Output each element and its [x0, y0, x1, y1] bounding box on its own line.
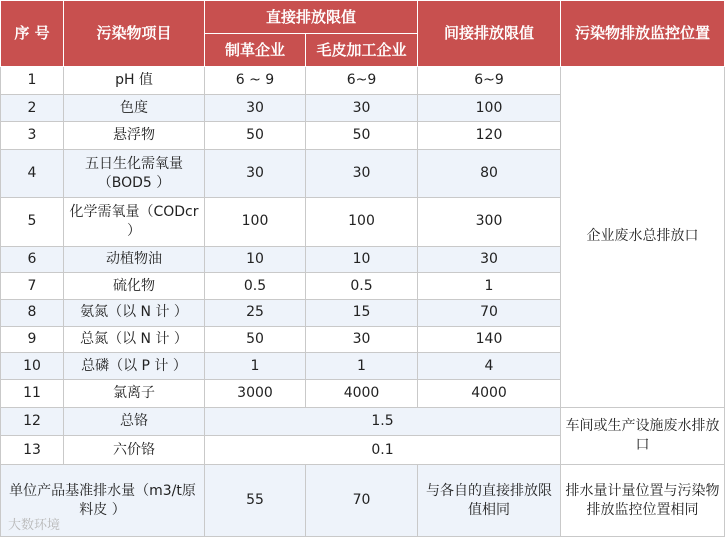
pollutant-name: 总磷（以 P 计 ） [64, 353, 205, 380]
fur-limit: 4000 [306, 379, 418, 407]
pollutant-name: 化学需氧量（CODcr ） [64, 198, 205, 246]
row-number: 5 [1, 198, 64, 246]
row-number: 6 [1, 246, 64, 273]
header-pollutant: 污染物项目 [64, 1, 205, 67]
fur-limit: 15 [306, 299, 418, 326]
row-number: 11 [1, 379, 64, 407]
indirect-limit: 140 [418, 326, 561, 353]
tannery-limit: 6 ~ 9 [205, 67, 306, 95]
monitor-location-metering: 排水量计量位置与污染物排放监控位置相同 [561, 465, 725, 537]
table-row [1, 67, 725, 95]
tannery-limit: 50 [205, 326, 306, 353]
pollutant-name: 硫化物 [64, 273, 205, 300]
table-row [1, 465, 725, 537]
row-number: 10 [1, 353, 64, 380]
pollutant-name: 色度 [64, 94, 205, 122]
row-number: 7 [1, 273, 64, 300]
indirect-limit: 120 [418, 122, 561, 150]
fur-limit: 50 [306, 122, 418, 150]
header-seq: 序 号 [1, 1, 64, 67]
indirect-limit: 30 [418, 246, 561, 273]
header-direct-limit: 直接排放限值 [205, 1, 418, 34]
row-number: 2 [1, 94, 64, 122]
indirect-limit: 6~9 [418, 67, 561, 95]
pollutant-name: 氨氮（以 N 计 ） [64, 299, 205, 326]
header-fur-processing: 毛皮加工企业 [306, 34, 418, 67]
indirect-limit: 100 [418, 94, 561, 122]
pollutant-name: 五日生化需氧量（BOD5 ） [64, 150, 205, 198]
chromium-limit: 1.5 [205, 407, 561, 436]
tannery-limit: 55 [205, 465, 306, 537]
pollutant-name: 六价铬 [64, 436, 205, 465]
monitor-location-main: 企业废水总排放口 [561, 67, 725, 408]
tannery-limit: 0.5 [205, 273, 306, 300]
watermark: 大数环境 [8, 518, 61, 533]
fur-limit: 30 [306, 94, 418, 122]
row-number: 9 [1, 326, 64, 353]
fur-limit: 6~9 [306, 67, 418, 95]
indirect-limit: 与各自的直接排放限值相同 [418, 465, 561, 537]
fur-limit: 10 [306, 246, 418, 273]
row-number: 8 [1, 299, 64, 326]
tannery-limit: 50 [205, 122, 306, 150]
pollutant-name: 悬浮物 [64, 122, 205, 150]
indirect-limit: 4000 [418, 379, 561, 407]
row-number: 12 [1, 407, 64, 436]
pollutant-name: pH 值 [64, 67, 205, 95]
pollutant-name: 氯离子 [64, 379, 205, 407]
fur-limit: 0.5 [306, 273, 418, 300]
tannery-limit: 1 [205, 353, 306, 380]
pollutant-name: 总氮（以 N 计 ） [64, 326, 205, 353]
tannery-limit: 3000 [205, 379, 306, 407]
tannery-limit: 25 [205, 299, 306, 326]
indirect-limit: 70 [418, 299, 561, 326]
fur-limit: 30 [306, 326, 418, 353]
indirect-limit: 4 [418, 353, 561, 380]
fur-limit: 30 [306, 150, 418, 198]
benchmark-water-label: 单位产品基准排水量（m3/t原料皮 ） [1, 465, 205, 537]
row-number: 3 [1, 122, 64, 150]
row-number: 1 [1, 67, 64, 95]
indirect-limit: 80 [418, 150, 561, 198]
table-row [1, 407, 725, 436]
header-monitor-location: 污染物排放监控位置 [561, 1, 725, 67]
tannery-limit: 30 [205, 94, 306, 122]
tannery-limit: 30 [205, 150, 306, 198]
chromium-limit: 0.1 [205, 436, 561, 465]
fur-limit: 100 [306, 198, 418, 246]
pollutant-name: 动植物油 [64, 246, 205, 273]
row-number: 4 [1, 150, 64, 198]
tannery-limit: 10 [205, 246, 306, 273]
indirect-limit: 1 [418, 273, 561, 300]
pollutant-name: 总铬 [64, 407, 205, 436]
fur-limit: 70 [306, 465, 418, 537]
monitor-location-workshop: 车间或生产设施废水排放口 [561, 407, 725, 464]
indirect-limit: 300 [418, 198, 561, 246]
header-tannery: 制革企业 [205, 34, 306, 67]
row-number: 13 [1, 436, 64, 465]
header-indirect-limit: 间接排放限值 [418, 1, 561, 67]
tannery-limit: 100 [205, 198, 306, 246]
fur-limit: 1 [306, 353, 418, 380]
